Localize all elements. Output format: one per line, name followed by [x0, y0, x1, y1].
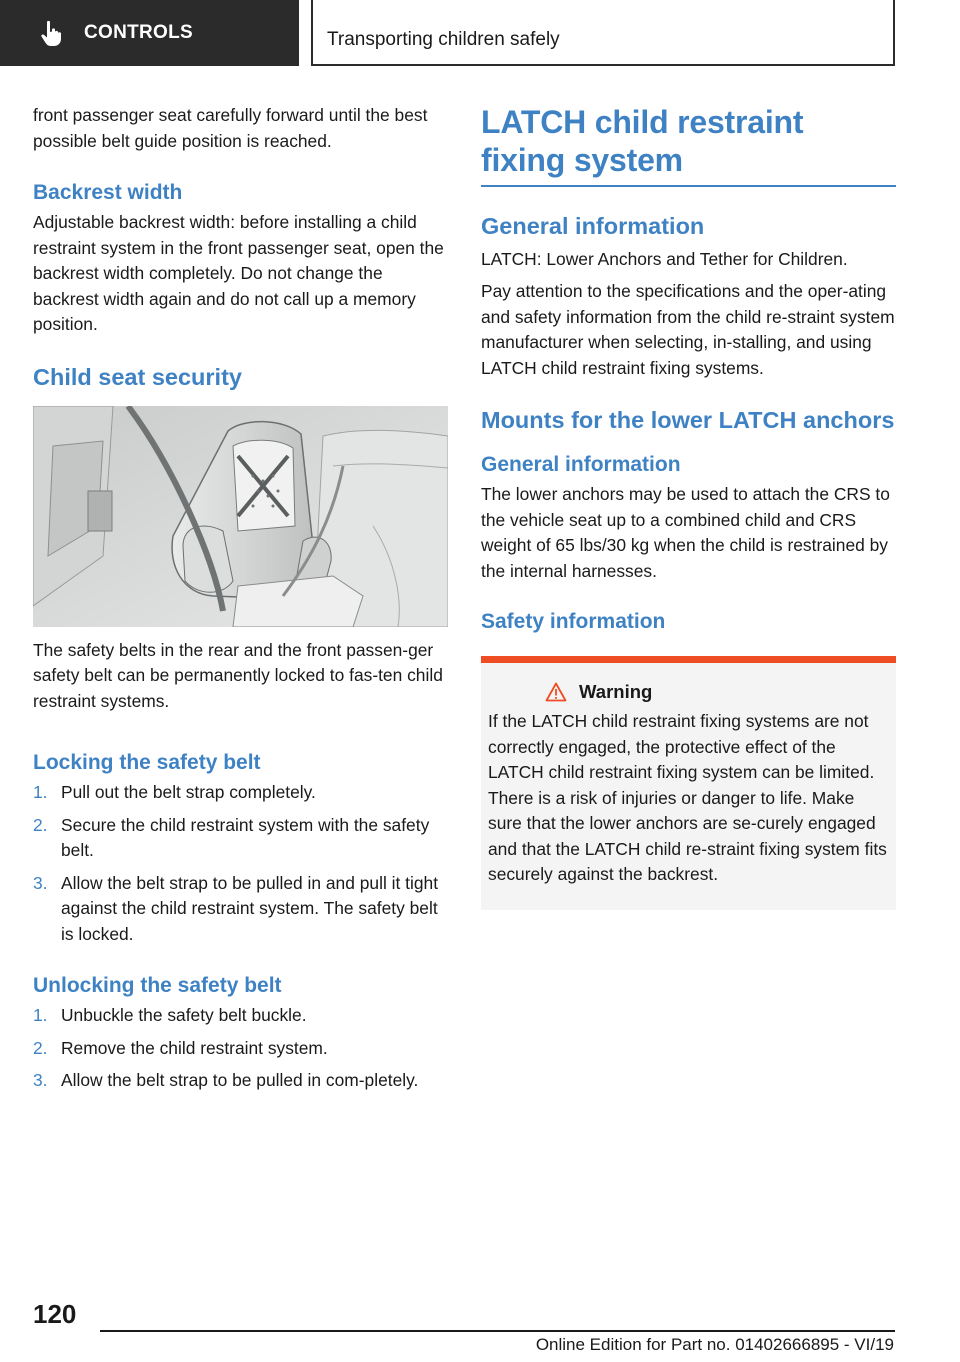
step-text: Secure the child restraint system with the safety belt.: [61, 814, 430, 860]
page-number: 120: [33, 1299, 77, 1329]
right-column: [481, 103, 896, 910]
step-text: Remove the child restraint system.: [61, 1037, 328, 1058]
step-number: 1.: [33, 1005, 48, 1025]
step-number: 1.: [33, 782, 48, 802]
mounts-general-information-heading: General information: [481, 453, 681, 476]
step-text: Allow the belt strap to be pulled in and pull it tight against the child restraint system. The safety belt is locked.: [61, 872, 439, 944]
belts-lockable-paragraph: The safety belts in the rear and the front passen-ger safety belt can be permanently locked to fas-ten child restraint systems.: [33, 639, 443, 711]
header-section-label: CONTROLS: [84, 22, 194, 43]
locking-safety-belt-heading: Locking the safety belt: [33, 751, 261, 774]
warning-text: If the LATCH child restraint fixing systems are not correctly engaged, the protective effect of the LATCH child restraint fixing system can be limited. There is a risk of injuries or danger to life. Make sure that the lower anchors are se-curely engaged and that the LATCH child re-straint fixing system fits securely against the backrest.: [488, 711, 887, 884]
step-text: Allow the belt strap to be pulled in com-pletely.: [61, 1070, 419, 1090]
hand-pointer-icon: [36, 18, 66, 48]
left-column: [33, 103, 448, 1101]
header-title: Transporting children safely: [327, 29, 560, 50]
list-item: [33, 1036, 448, 1062]
step-text: Unbuckle the safety belt buckle.: [61, 1005, 307, 1025]
step-number: 2.: [33, 814, 48, 835]
general-information-heading: General information: [481, 212, 705, 239]
footer-edition: Online Edition for Part no. 01402666895 - VI/19: [535, 1335, 894, 1354]
intro-paragraph: front passenger seat carefully forward until the best possible belt guide position is reached.: [33, 105, 428, 151]
list-item: [33, 1068, 448, 1094]
list-item: [33, 871, 448, 948]
safety-information-heading: Safety information: [481, 610, 666, 633]
backrest-width-paragraph: Adjustable backrest width: before installing a child restraint system in the front passenger seat, open the backrest width completely. Do not change the backrest width again and do not call up a memory position.: [33, 212, 444, 334]
child-seat-security-heading: Child seat security: [33, 363, 242, 390]
unlocking-safety-belt-heading: Unlocking the safety belt: [33, 974, 282, 997]
list-item: [33, 780, 448, 806]
warning-box: [481, 656, 896, 910]
step-number: 3.: [33, 872, 48, 893]
step-number: 3.: [33, 1070, 48, 1090]
unlocking-steps-list: [33, 1003, 448, 1094]
header-section-tab: [0, 0, 299, 66]
header-divider: [311, 0, 313, 66]
latch-definition: LATCH: Lower Anchors and Tether for Children.: [481, 248, 848, 269]
list-item: [33, 1003, 448, 1029]
general-information-paragraph: Pay attention to the specifications and the oper-ating and safety information from the child re-straint system manufacturer when selecting, in-stalling, and using LATCH child restraint fixing systems.: [481, 281, 895, 378]
latch-main-heading: LATCH child restraint fixing system: [481, 104, 804, 178]
backrest-width-heading: Backrest width: [33, 181, 183, 204]
step-number: 2.: [33, 1037, 48, 1058]
mounts-paragraph: The lower anchors may be used to attach the CRS to the vehicle seat up to a combined child and CRS weight of 65 lbs/30 kg when the child is restrained by the internal harnesses.: [481, 484, 890, 581]
warning-triangle-icon: [545, 682, 567, 702]
footer-rule: [100, 1330, 895, 1332]
locking-steps-list: [33, 780, 448, 947]
header-bottom-rule: [311, 64, 895, 66]
step-text: Pull out the belt strap completely.: [61, 782, 316, 802]
warning-title-row: [488, 681, 888, 703]
header-right-border: [893, 0, 895, 66]
list-item: [33, 813, 448, 864]
child-seat-illustration: [33, 406, 448, 627]
warning-title: Warning: [579, 681, 653, 702]
mounts-lower-anchors-heading: Mounts for the lower LATCH anchors: [481, 407, 895, 433]
